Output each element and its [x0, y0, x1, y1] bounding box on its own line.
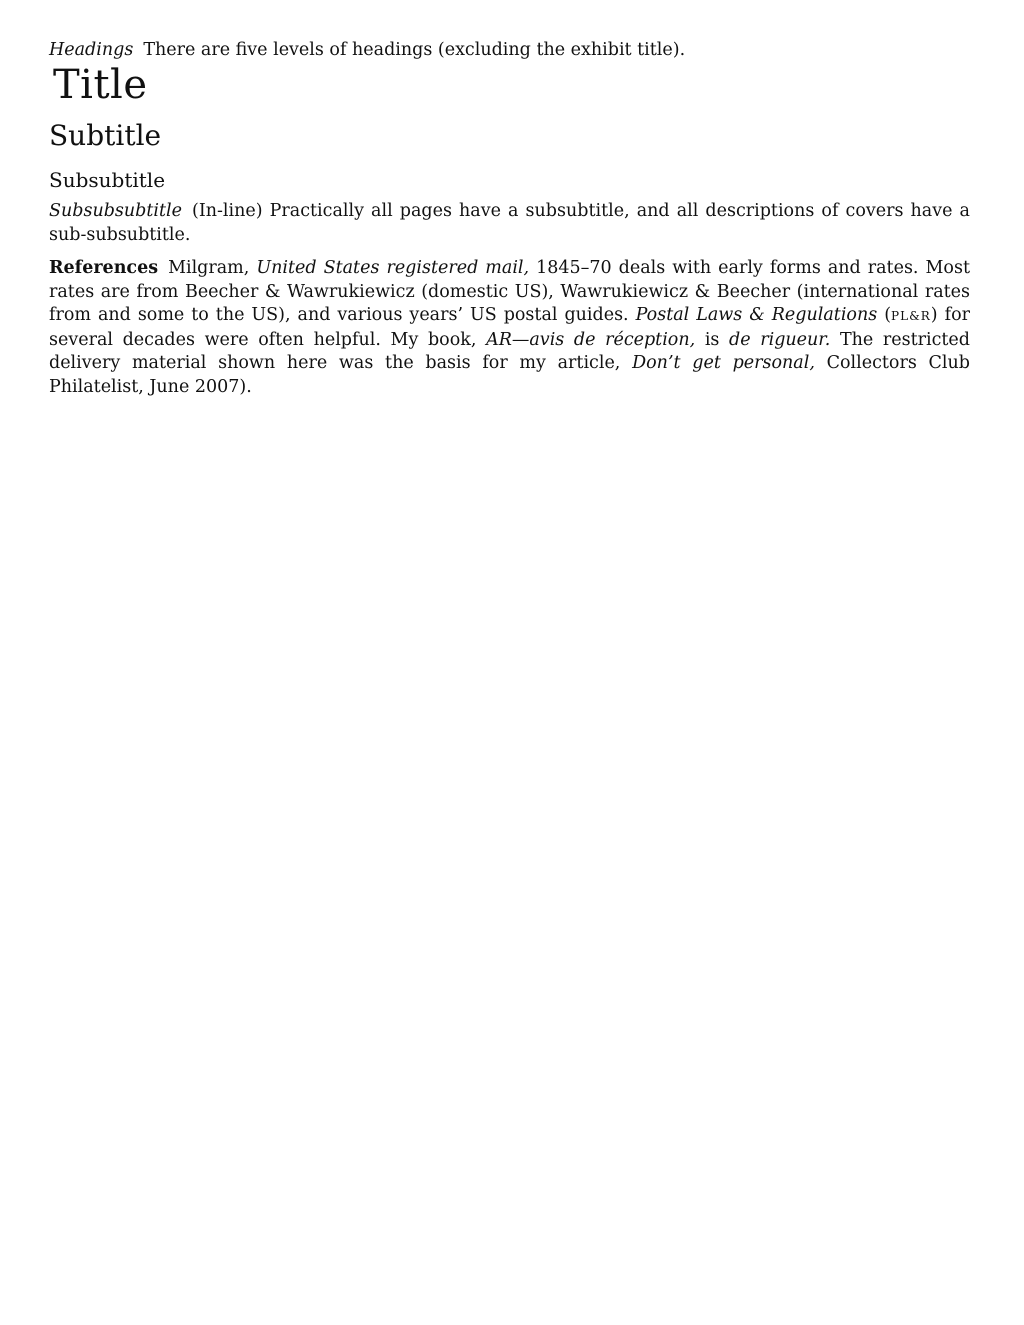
references-article: Don’t get personal,	[632, 353, 815, 373]
references-abbr-open: (	[884, 305, 892, 325]
references-text-1: Milgram,	[168, 258, 250, 278]
document-page	[49, 38, 970, 399]
subtitle-heading: Subtitle	[49, 119, 162, 152]
references-abbr-plr: PL&R	[891, 309, 931, 323]
title-heading: Title	[53, 62, 148, 108]
headings-text: There are five levels of headings (excluding the exhibit title).	[143, 40, 686, 60]
references-book-ar: AR—avis de réception,	[486, 329, 696, 350]
references-text-4: is	[704, 329, 720, 350]
references-paragraph	[49, 257, 970, 399]
headings-intro	[49, 38, 970, 62]
references-book-rigueur: de rigueur.	[729, 329, 831, 350]
references-label: References	[49, 258, 159, 278]
references-text-5: The restricted delivery material shown here was the basis for my article,	[49, 329, 970, 373]
headings-label: Headings	[49, 40, 134, 60]
references-text-6: Collectors Club Philatelist, June 2007).	[49, 353, 970, 397]
references-text-2: 1845–70 deals with early forms and rates. Most rates are from Beecher & Wawrukiewicz (domestic US), Wawrukiewicz & Beecher (international rates from and some to the US), and various years’ US postal guides.	[49, 258, 970, 325]
references-text-3: ) for several decades were often helpful. My book,	[49, 305, 970, 350]
references-book-milgram: United States registered mail,	[256, 258, 530, 278]
subsubsubtitle-text: (In-line) Practically all pages have a subsubtitle, and all descriptions of covers have a sub-subsubtitle.	[49, 201, 970, 245]
references-book-plr: Postal Laws & Regulations	[635, 305, 878, 325]
subsubtitle-heading: Subsubtitle	[49, 168, 166, 192]
subsubsubtitle-paragraph	[49, 200, 970, 247]
subsubsubtitle-label: Subsubsubtitle	[49, 201, 182, 221]
